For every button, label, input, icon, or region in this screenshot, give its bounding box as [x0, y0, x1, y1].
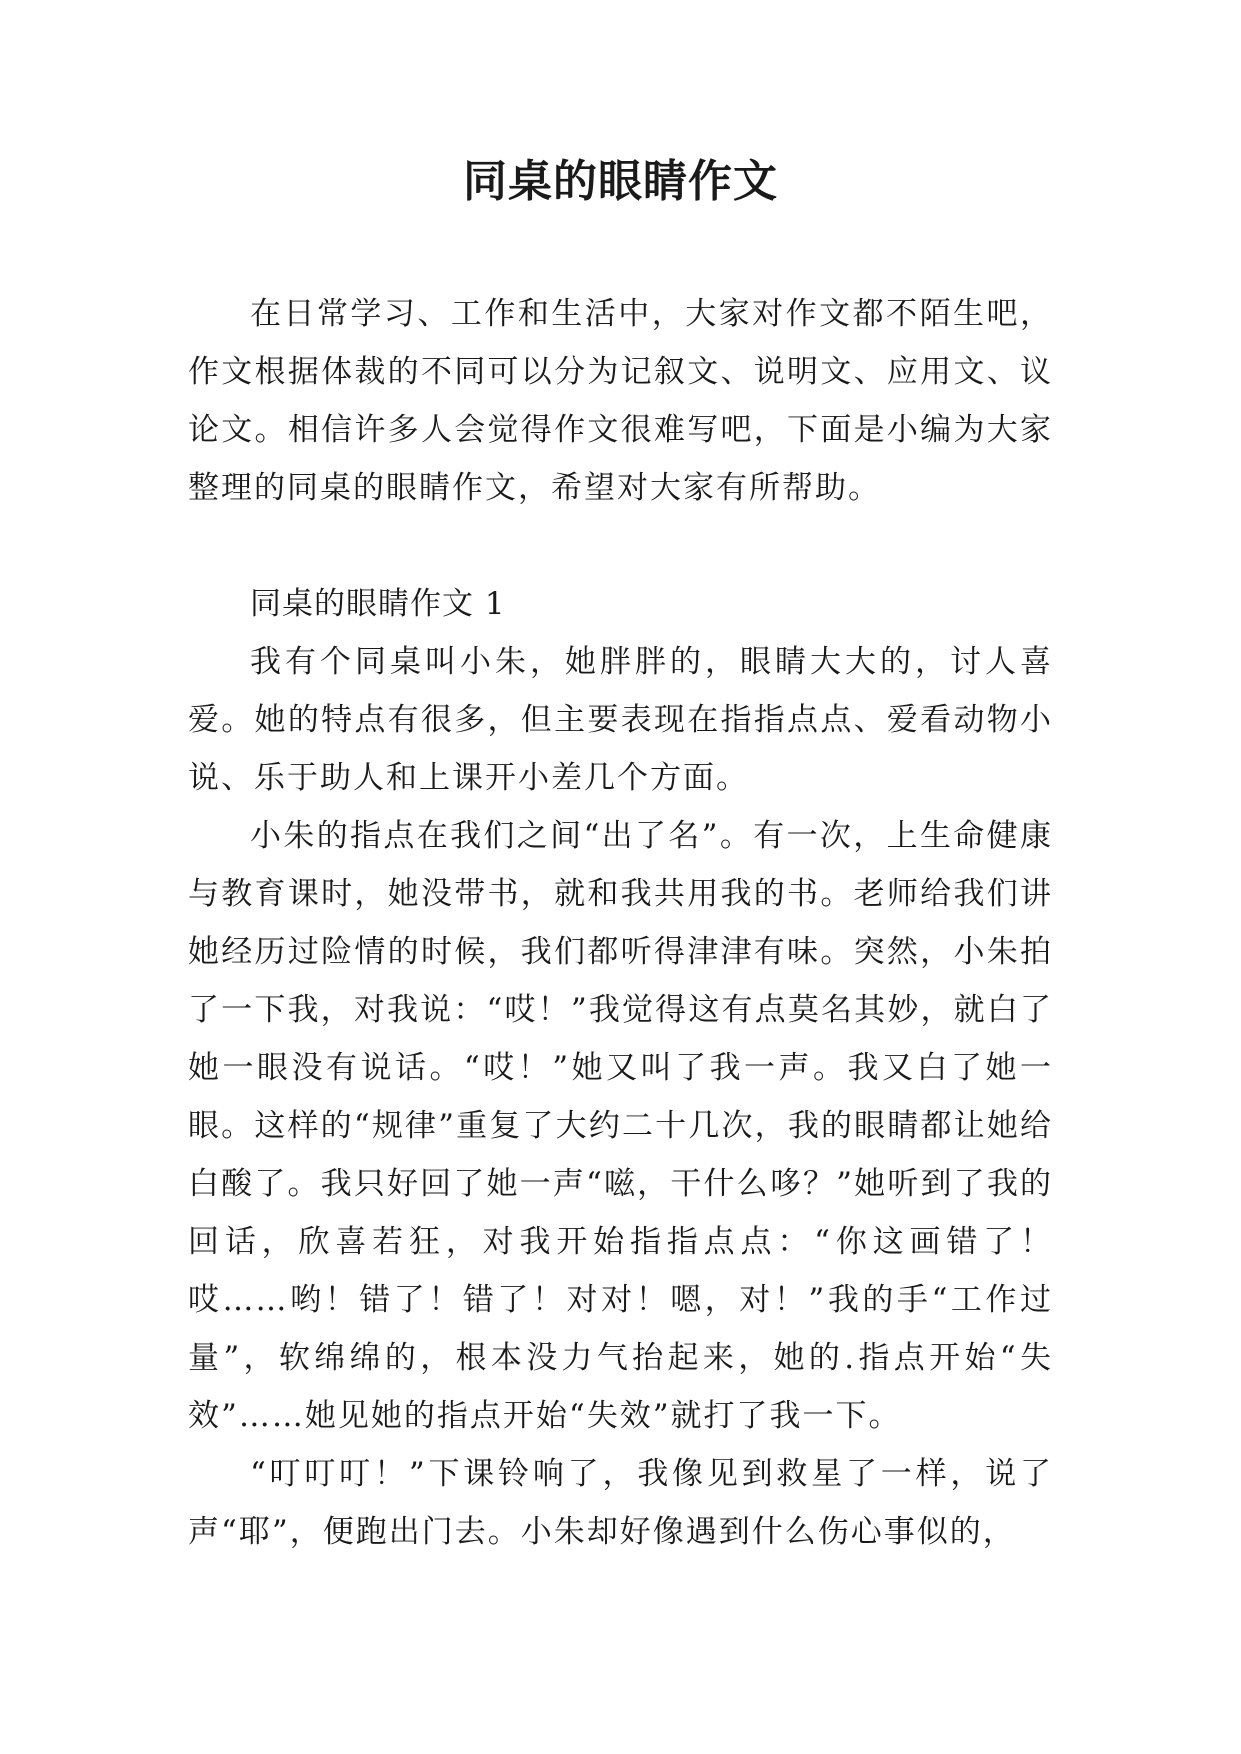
- intro-paragraph: 在日常学习、工作和生活中，大家对作文都不陌生吧，作文根据体裁的不同可以分为记叙文、说明文、应用文、议论文。相信许多人会觉得作文很难写吧，下面是小编为大家整理的同桌的眼睛作文，希望对大家有所帮助。: [188, 296, 1053, 506]
- body-paragraph-2: 小朱的指点在我们之间“出了名”。有一次，上生命健康与教育课时，她没带书，就和我共用我的书。老师给我们讲她经历过险情的时候，我们都听得津津有味。突然，小朱拍了一下我，对我说：“哎！”我觉得这有点莫名其妙，就白了她一眼没有说话。“哎！”她又叫了我一声。我又白了她一眼。这样的“规律”重复了大约二十几次，我的眼睛都让她给白酸了。我只好回了她一声“嗞，干什么哆？”她听到了我的回话，欣喜若狂，对我开始指指点点：“你这画错了！哎……哟！错了！错了！对对！嗯，对！”我的手“工作过量”，软绵绵的，根本没力气抬起来，她的.指点开始“失效”……她见她的指点开始“失效”就打了我一下。: [188, 818, 1053, 1434]
- paragraph-gap: [188, 517, 1053, 575]
- document-title: 同桌的眼睛作文: [463, 156, 778, 207]
- body-paragraph-3: “叮叮叮！”下课铃响了，我像见到救星了一样，说了声“耶”，便跑出门去。小朱却好像遇到什么伤心事似的，: [188, 1456, 1053, 1550]
- document-body: [188, 285, 1053, 1561]
- section-heading: 同桌的眼睛作文 1: [250, 586, 506, 622]
- body-paragraph-1: 我有个同桌叫小朱，她胖胖的，眼睛大大的，讨人喜爱。她的特点有很多，但主要表现在指指点点、爱看动物小说、乐于助人和上课开小差几个方面。: [188, 644, 1053, 796]
